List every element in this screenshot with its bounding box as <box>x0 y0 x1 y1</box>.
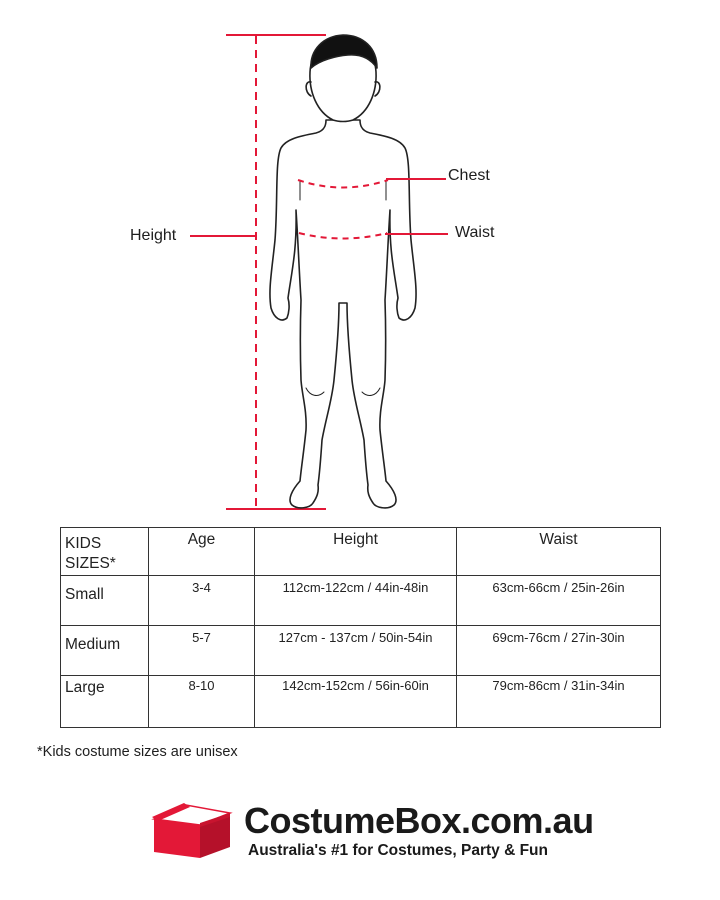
height-value: 112cm-122cm / 44in-48in <box>255 576 457 626</box>
age-value: 3-4 <box>149 576 255 626</box>
table-header-row <box>61 528 661 576</box>
waist-value: 69cm-76cm / 27in-30in <box>457 626 661 676</box>
age-value: 5-7 <box>149 626 255 676</box>
header-waist: Waist <box>457 528 661 576</box>
table-row <box>61 676 661 728</box>
red-box-icon <box>150 801 234 859</box>
header-age: Age <box>149 528 255 576</box>
header-height: Height <box>255 528 457 576</box>
waist-value: 79cm-86cm / 31in-34in <box>457 676 661 728</box>
brand-tagline: Australia's #1 for Costumes, Party & Fun <box>248 842 548 859</box>
waist-value: 63cm-66cm / 25in-26in <box>457 576 661 626</box>
size-name: Large <box>61 676 149 728</box>
height-value: 127cm - 137cm / 50in-54in <box>255 626 457 676</box>
age-value: 8-10 <box>149 676 255 728</box>
chest-label: Chest <box>448 167 490 184</box>
height-value: 142cm-152cm / 56in-60in <box>255 676 457 728</box>
child-figure <box>270 35 416 508</box>
height-label: Height <box>130 227 177 244</box>
brand-name: CostumeBox.com.au <box>244 800 594 841</box>
size-name: Medium <box>61 626 149 676</box>
size-chart-table <box>60 527 661 728</box>
size-name: Small <box>61 576 149 626</box>
header-kids-sizes: KIDS SIZES* <box>61 528 149 576</box>
waist-label: Waist <box>455 224 495 241</box>
table-row <box>61 626 661 676</box>
unisex-footnote: *Kids costume sizes are unisex <box>37 744 238 760</box>
table-row <box>61 576 661 626</box>
